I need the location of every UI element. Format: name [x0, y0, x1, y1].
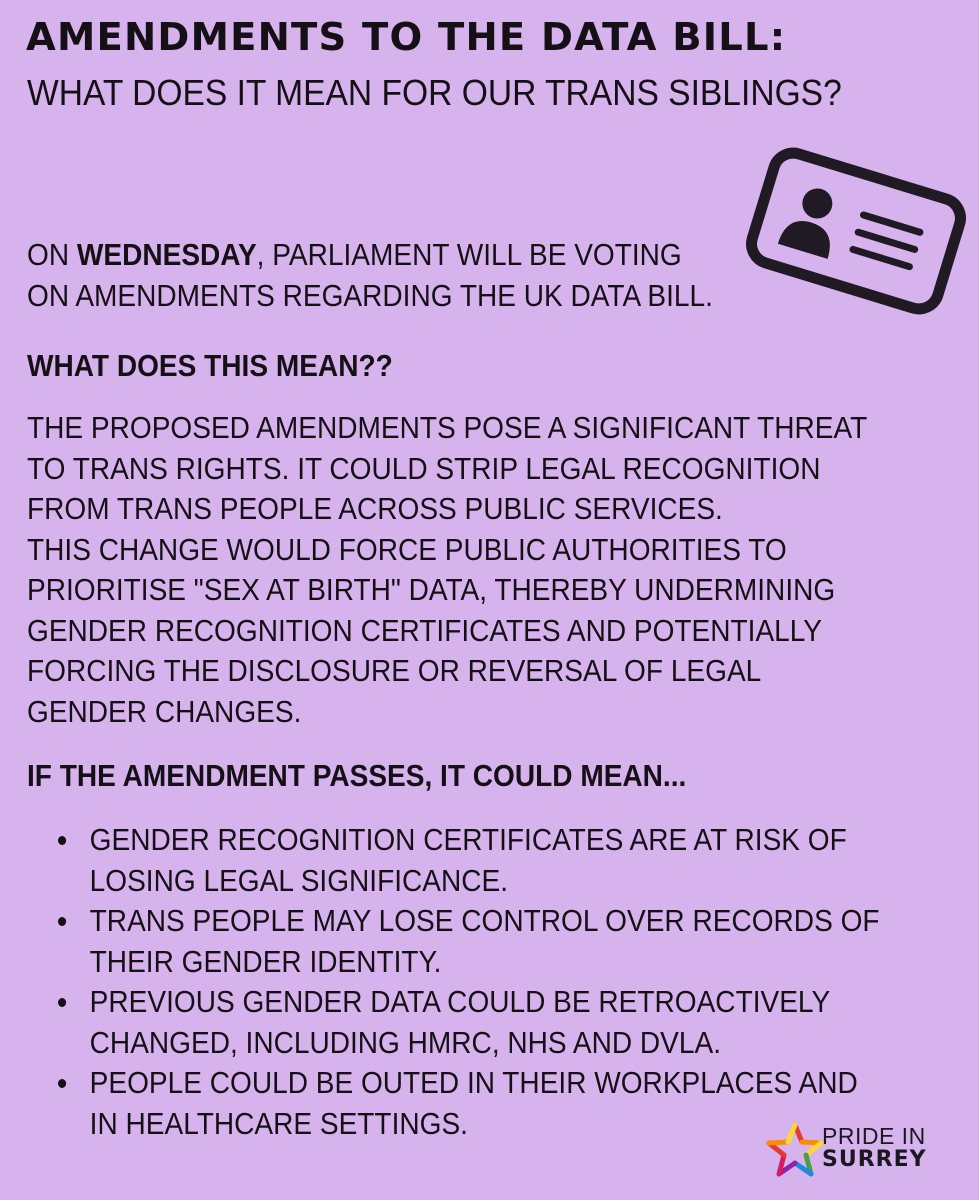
section-heading-meaning: WHAT DOES THIS MEAN?? — [27, 348, 393, 383]
list-item — [58, 901, 880, 982]
list-item-line: GENDER RECOGNITION CERTIFICATES ARE AT RISK OF — [89, 822, 847, 857]
list-item-line: THEIR GENDER IDENTITY. — [89, 943, 442, 979]
list-item-line: LOSING LEGAL SIGNIFICANCE. — [89, 862, 509, 898]
list-item — [58, 1063, 880, 1144]
meaning-paragraph — [27, 408, 932, 732]
intro-line-1 — [27, 235, 932, 276]
list-item-line: CHANGED, INCLUDING HMRC, NHS AND DVLA. — [89, 1024, 721, 1060]
list-item — [58, 982, 880, 1063]
paragraph-line: FORCING THE DISCLOSURE OR REVERSAL OF LEGAL — [27, 653, 762, 688]
paragraph-line: FROM TRANS PEOPLE ACROSS PUBLIC SERVICES. — [27, 491, 723, 526]
rainbow-star-icon — [766, 1122, 824, 1178]
page-title: AMENDMENTS TO THE DATA BILL: — [26, 15, 787, 60]
list-item-line: PREVIOUS GENDER DATA COULD BE RETROACTIVELY — [89, 984, 831, 1019]
paragraph-line: PRIORITISE "SEX AT BIRTH" DATA, THEREBY UNDERMINING — [27, 572, 836, 607]
section-heading-consequences: IF THE AMENDMENT PASSES, IT COULD MEAN... — [27, 758, 687, 793]
paragraph-line: GENDER RECOGNITION CERTIFICATES AND POTENTIALLY — [27, 612, 823, 648]
consequences-list — [58, 820, 880, 1144]
intro-day: WEDNESDAY — [76, 237, 257, 272]
intro-paragraph — [27, 235, 932, 316]
pride-in-surrey-logo — [766, 1120, 936, 1180]
paragraph-line: GENDER CHANGES. — [27, 693, 302, 729]
list-item-line: IN HEALTHCARE SETTINGS. — [89, 1105, 468, 1141]
logo-text-top: PRIDE IN — [822, 1123, 926, 1149]
list-item-line: TRANS PEOPLE MAY LOSE CONTROL OVER RECORDS OF — [89, 903, 880, 938]
intro-line-2: ON AMENDMENTS REGARDING THE UK DATA BILL. — [27, 277, 713, 313]
list-item-line: PEOPLE COULD BE OUTED IN THEIR WORKPLACES AND — [89, 1065, 858, 1100]
paragraph-line: TO TRANS RIGHTS. IT COULD STRIP LEGAL RECOGNITION — [27, 450, 821, 486]
intro-line-1-rest: , PARLIAMENT WILL BE VOTING — [256, 237, 682, 272]
intro-prefix: ON — [27, 237, 77, 272]
logo-text-bottom: SURREY — [822, 1147, 927, 1172]
page-subtitle: WHAT DOES IT MEAN FOR OUR TRANS SIBLINGS? — [27, 72, 842, 113]
list-item — [58, 820, 880, 901]
paragraph-line: THIS CHANGE WOULD FORCE PUBLIC AUTHORITIES TO — [27, 531, 787, 567]
paragraph-line: THE PROPOSED AMENDMENTS POSE A SIGNIFICANT THREAT — [27, 410, 868, 445]
